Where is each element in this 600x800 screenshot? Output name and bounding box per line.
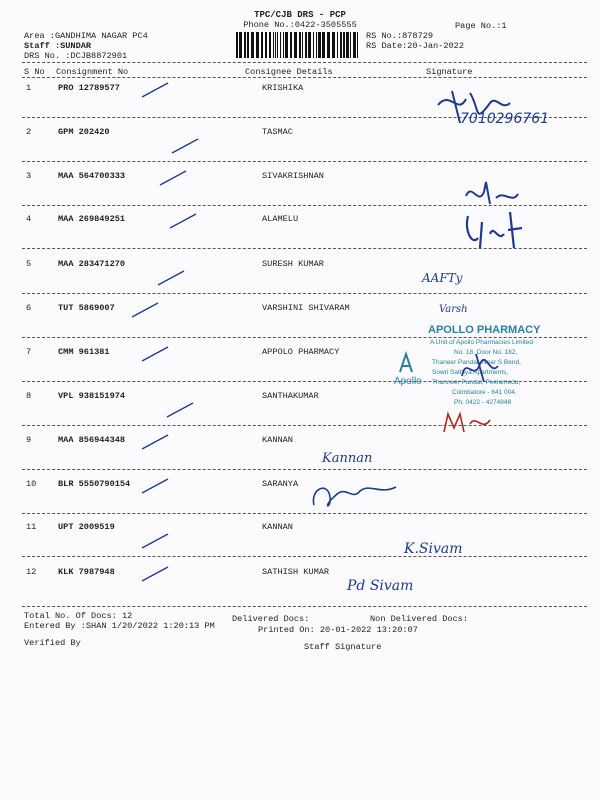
row-sno: 10 — [26, 479, 37, 489]
rs-date: RS Date:20-Jan-2022 — [366, 41, 464, 51]
signature-row7 — [456, 346, 516, 386]
row-sno: 2 — [26, 127, 32, 137]
signature-row1 — [430, 85, 590, 130]
signature-row1-number: 7010296761 — [460, 111, 550, 127]
row-consignee-name: ALAMELU — [262, 214, 299, 224]
check-tick-icon — [138, 343, 178, 365]
check-tick-icon — [154, 267, 194, 289]
row-sno: 3 — [26, 171, 32, 181]
table-row — [0, 259, 600, 269]
row-consignee-name: SURESH KUMAR — [262, 259, 324, 269]
row-consignee-name: KANNAN — [262, 522, 293, 532]
row-sno: 12 — [26, 567, 37, 577]
row-sno: 8 — [26, 391, 32, 401]
apollo-logo-icon — [392, 346, 432, 386]
staff-label: Staff :SUNDAR — [24, 41, 92, 51]
check-tick-icon — [128, 299, 168, 321]
signature-row10 — [300, 475, 410, 515]
stamp-line2: No. 18, Door No: 182, — [454, 349, 518, 356]
stamp-line7: Ph: 0422 - 4274848 — [454, 399, 512, 406]
non-delivered-docs: Non Delivered Docs: — [370, 614, 468, 624]
row-divider — [22, 469, 587, 470]
row-sno: 4 — [26, 214, 32, 224]
stamp-title: APOLLO PHARMACY — [428, 324, 541, 336]
barcode — [234, 32, 360, 58]
row-consignment-no: VPL 938151974 — [58, 391, 126, 401]
row-sno: 11 — [26, 522, 37, 532]
printed-on: Printed On: 20-01-2022 13:20:07 — [258, 625, 418, 635]
check-tick-icon — [163, 399, 203, 421]
stamp-line5: Thanneer Pandal, Peelamedu, — [432, 379, 521, 386]
row-sno: 5 — [26, 259, 32, 269]
row-consignee-name: SARANYA — [262, 479, 299, 489]
row-consignment-no: BLR 5550790154 — [58, 479, 131, 489]
signature-row9 — [320, 444, 410, 470]
area-label: Area :GANDHIMA NAGAR PC4 — [24, 31, 148, 41]
svg-text:Kannan: Kannan — [322, 451, 373, 466]
col-consignee: Consignee Details — [245, 67, 333, 77]
signature-row5 — [420, 265, 490, 289]
svg-text:K.Sivam: K.Sivam — [404, 541, 463, 557]
svg-text:Varsh: Varsh — [439, 304, 468, 315]
row-consignee-name: SANTHAKUMAR — [262, 391, 319, 401]
check-tick-icon — [168, 135, 208, 157]
stamp-line6: Coimbatore - 641 004. — [452, 389, 517, 396]
col-consignment: Consignment No — [56, 67, 129, 77]
page-number: Page No.:1 — [455, 21, 507, 31]
document-title: TPC/CJB DRS - PCP — [254, 10, 346, 20]
entered-by: Entered By :SHAN 1/20/2022 1:20:13 PM — [24, 621, 215, 631]
signature-row8 — [440, 410, 500, 436]
check-tick-icon — [138, 475, 178, 497]
row-consignee-name: VARSHINI SHIVARAM — [262, 303, 350, 313]
stamp-line3: Thaneer Pandal, Near S Bend, — [432, 359, 521, 366]
row-consignment-no: GPM 202420 — [58, 127, 110, 137]
row-consignee-name: KANNAN — [262, 435, 293, 445]
table-row — [0, 435, 600, 445]
table-row — [0, 567, 600, 577]
row-sno: 6 — [26, 303, 32, 313]
footer-divider — [22, 606, 587, 607]
check-tick-icon — [138, 431, 178, 453]
stamp-line4: Sowri Sathiya Apartments, — [432, 369, 509, 376]
svg-text:Apollo: Apollo — [394, 376, 422, 386]
total-docs: Total No. Of Docs: 12 — [24, 611, 133, 621]
check-tick-icon — [156, 167, 196, 189]
row-consignee-name: APPOLO PHARMACY — [262, 347, 340, 357]
signature-row11 — [402, 534, 492, 560]
signature-row6 — [437, 298, 497, 320]
verified-by: Verified By — [24, 638, 81, 648]
row-consignment-no: MAA 856944348 — [58, 435, 126, 445]
row-consignee-name: SATHISH KUMAR — [262, 567, 330, 577]
row-consignment-no: UPT 2009519 — [58, 522, 115, 532]
row-divider — [22, 293, 587, 294]
check-tick-icon — [138, 563, 178, 585]
signature-row3 — [460, 178, 530, 210]
rs-number: RS No.:878729 — [366, 31, 434, 41]
row-consignment-no: CMM 961381 — [58, 347, 110, 357]
row-consignment-no: KLK 7987948 — [58, 567, 115, 577]
table-row — [0, 522, 600, 532]
row-consignee-name: TASMAC — [262, 127, 293, 137]
row-sno: 1 — [26, 83, 32, 93]
header-divider — [22, 62, 587, 63]
row-consignment-no: TUT 5869007 — [58, 303, 115, 313]
drs-number: DRS No. :DCJB8872901 — [24, 51, 128, 61]
staff-signature: Staff Signature — [304, 642, 382, 652]
row-consignee-name: SIVAKRISHNAN — [262, 171, 324, 181]
check-tick-icon — [138, 530, 178, 552]
row-divider — [22, 556, 587, 557]
row-consignment-no: MAA 564700333 — [58, 171, 126, 181]
table-row — [0, 303, 600, 313]
check-tick-icon — [166, 210, 206, 232]
row-divider — [22, 161, 587, 162]
phone-number: Phone No.:0422-3505555 — [243, 20, 357, 30]
svg-text:Pd Sivam: Pd Sivam — [347, 578, 414, 594]
stamp-line1: A Unit of Apollo Pharmacies Limited — [430, 339, 533, 346]
svg-text:AAFTy: AAFTy — [422, 271, 463, 285]
row-consignment-no: PRO 12789577 — [58, 83, 120, 93]
row-consignment-no: MAA 283471270 — [58, 259, 126, 269]
col-signature: Signature — [426, 67, 473, 77]
row-sno: 7 — [26, 347, 32, 357]
signature-row4 — [460, 208, 530, 253]
row-sno: 9 — [26, 435, 32, 445]
row-consignee-name: KRISHIKA — [262, 83, 304, 93]
signature-row12 — [345, 570, 455, 598]
column-header-divider — [22, 77, 587, 78]
row-consignment-no: MAA 269849251 — [58, 214, 126, 224]
delivered-docs: Delivered Docs: — [232, 614, 310, 624]
col-sno: S No — [24, 67, 45, 77]
check-tick-icon — [138, 79, 178, 101]
